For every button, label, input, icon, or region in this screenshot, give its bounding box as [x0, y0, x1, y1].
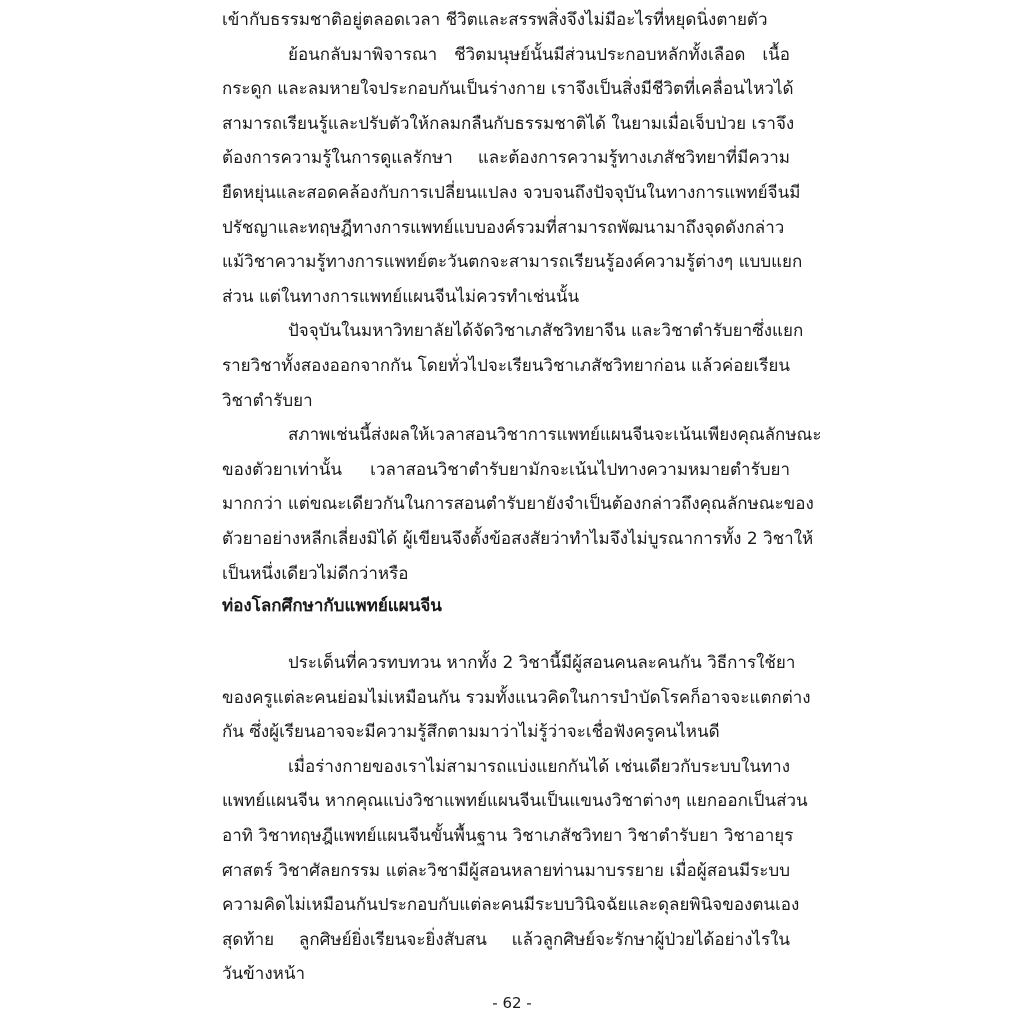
text-line: ศาสตร์ วิชาศัลยกรรม แต่ละวิชามีผู้สอนหลายท่านมาบรรยาย เมื่อผู้สอนมีระบบ: [222, 860, 790, 881]
text-line: วันข้างหน้า: [222, 964, 306, 985]
text-line: มากกว่า แต่ขณะเดียวกันในการสอนตำรับยายังจำเป็นต้องกล่าวถึงคุณลักษณะของ: [222, 494, 814, 515]
body-text-upper: [222, 3, 822, 591]
text-line: วิชาตำรับยา: [222, 390, 313, 411]
section-heading: ท่องโลกศึกษากับแพทย์แผนจีน: [222, 596, 442, 616]
text-line: ส่วน แต่ในทางการแพทย์แผนจีนไม่ควรทำเช่นนั้น: [222, 286, 580, 307]
text-line: ต้องการความรู้ในการดูแลรักษา และต้องการความรู้ทางเภสัชวิทยาที่มีความ: [222, 148, 790, 169]
text-line: อาทิ วิชาทฤษฎีแพทย์แผนจีนขั้นพื้นฐาน วิชาเภสัชวิทยา วิชาตำรับยา วิชาอายุร: [222, 825, 794, 846]
body-text-lower: [222, 646, 811, 992]
text-line: ปัจจุบันในมหาวิทยาลัยได้จัดวิชาเภสัชวิทยาจีน และวิชาตำรับยาซึ่งแยก: [288, 321, 804, 342]
page-number: - 62 -: [492, 994, 532, 1012]
text-line: รายวิชาทั้งสองออกจากกัน โดยทั่วไปจะเรียนวิชาเภสัชวิทยาก่อน แล้วค่อยเรียน: [222, 355, 790, 376]
text-line: แม้วิชาความรู้ทางการแพทย์ตะวันตกจะสามารถเรียนรู้องค์ความรู้ต่างๆ แบบแยก: [222, 252, 803, 273]
text-line: ของครูแต่ละคนย่อมไม่เหมือนกัน รวมทั้งแนวคิดในการบำบัดโรคก็อาจจะแตกต่าง: [222, 687, 811, 708]
text-line: กัน ซึ่งผู้เรียนอาจจะมีความรู้สึกตามมาว่าไม่รู้ว่าจะเชื่อฟังครูคนไหนดี: [222, 722, 720, 743]
text-line: ประเด็นที่ควรทบทวน หากทั้ง 2 วิชานี้มีผู้สอนคนละคนกัน วิธีการใช้ยา: [288, 653, 796, 673]
text-line: กระดูก และลมหายใจประกอบกันเป็นร่างกาย เราจึงเป็นสิ่งมีชีวิตที่เคลื่อนไหวได้: [222, 79, 794, 100]
text-line: เมื่อร่างกายของเราไม่สามารถแบ่งแยกกันได้ เช่นเดียวกับระบบในทาง: [288, 756, 790, 777]
text-line: แพทย์แผนจีน หากคุณแบ่งวิชาแพทย์แผนจีนเป็นแขนงวิชาต่างๆ แยกออกเป็นส่วน: [222, 791, 808, 812]
text-line: เข้ากับธรรมชาติอยู่ตลอดเวลา ชีวิตและสรรพสิ่งจึงไม่มีอะไรที่หยุดนิ่งตายตัว: [222, 10, 768, 30]
text-line: ปรัชญาและทฤษฎีทางการแพทย์แบบองค์รวมที่สามารถพัฒนามาถึงจุดดังกล่าว: [222, 217, 785, 238]
text-line: สภาพเช่นนี้ส่งผลให้เวลาสอนวิชาการแพทย์แผนจีนจะเน้นเพียงคุณลักษณะ: [288, 425, 822, 446]
text-line: ย้อนกลับมาพิจารณา ชีวิตมนุษย์นั้นมีส่วนประกอบหลักทั้งเลือด เนื้อ: [288, 44, 790, 65]
text-line: สุดท้าย ลูกศิษย์ยิ่งเรียนจะยิ่งสับสน แล้วลูกศิษย์จะรักษาผู้ป่วยได้อย่างไรใน: [222, 929, 790, 950]
text-line: ความคิดไม่เหมือนกันประกอบกับแต่ละคนมีระบบวินิจฉัยและดุลยพินิจของตนเอง: [222, 895, 800, 916]
text-line: ของตัวยาเท่านั้น เวลาสอนวิชาตำรับยามักจะเน้นไปทางความหมายตำรับยา: [222, 459, 790, 480]
text-line: เป็นหนึ่งเดียวไม่ดีกว่าหรือ: [222, 563, 409, 584]
text-line: ตัวยาอย่างหลีกเลี่ยงมิได้ ผู้เขียนจึงตั้งข้อสงสัยว่าทำไมจึงไม่บูรณาการทั้ง 2 วิชาให้: [222, 528, 814, 549]
text-line: สามารถเรียนรู้และปรับตัวให้กลมกลืนกับธรรมชาติได้ ในยามเมื่อเจ็บป่วย เราจึง: [222, 113, 795, 134]
text-line: ยืดหยุ่นและสอดคล้องกับการเปลี่ยนแปลง จวบจนถึงปัจจุบันในทางการแพทย์จีนมี: [222, 182, 801, 203]
